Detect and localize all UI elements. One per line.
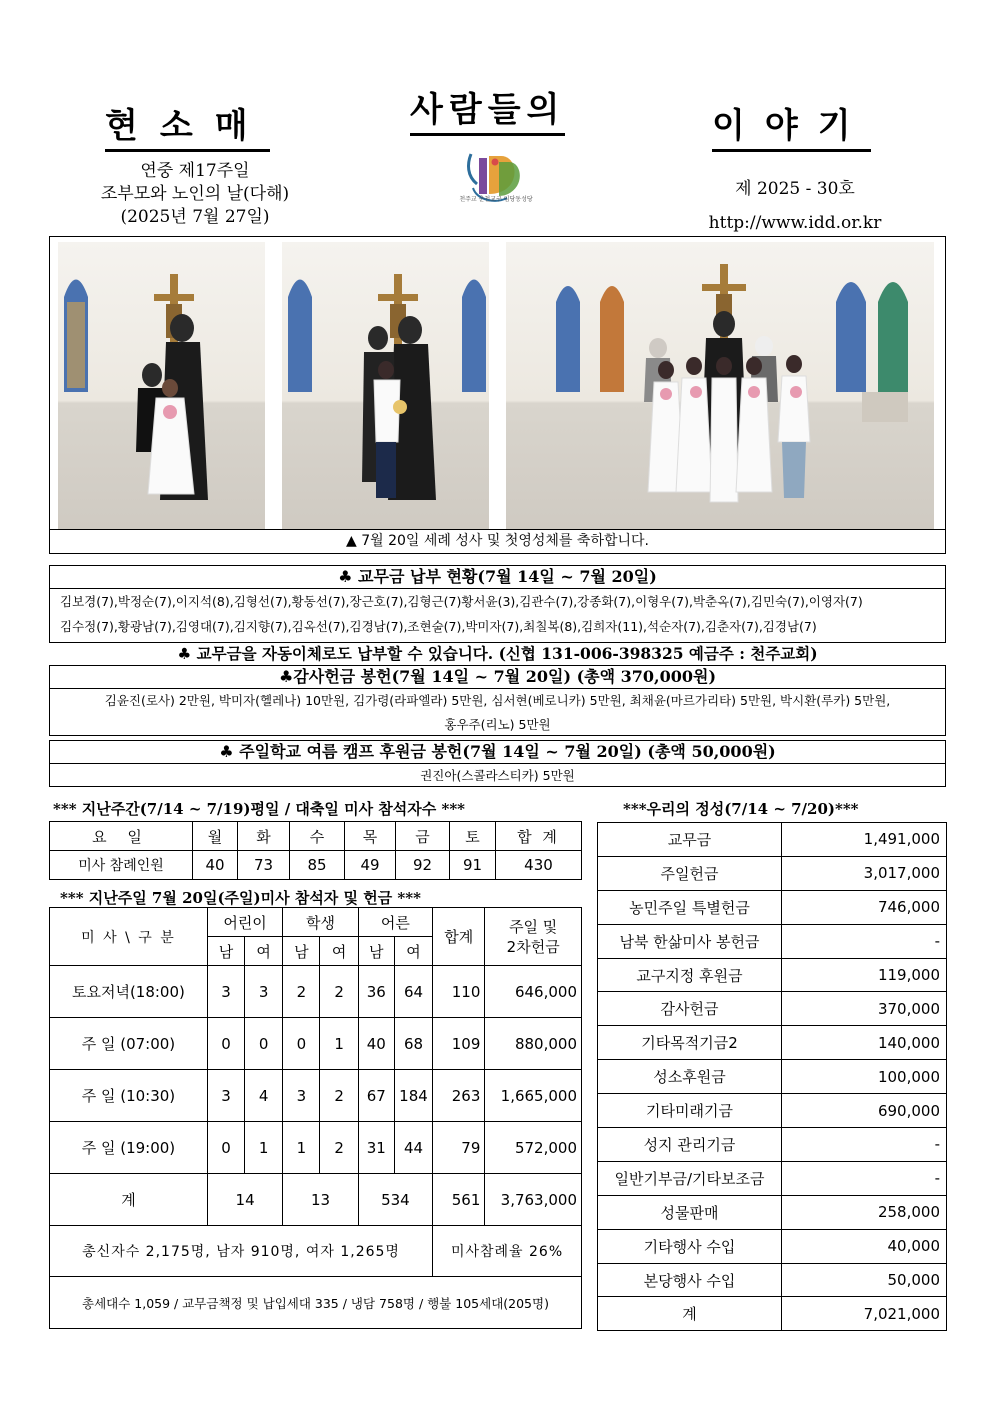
row-total: 109 — [433, 1018, 485, 1070]
weekday-header: 금 — [396, 822, 450, 851]
count-cell: 1 — [320, 1018, 358, 1070]
finance-value: 258,000 — [782, 1195, 947, 1229]
count-cell: 3 — [245, 966, 283, 1018]
weekday-header: 요 일 — [50, 822, 193, 851]
weekday-value: 40 — [193, 851, 238, 880]
finance-value: 100,000 — [782, 1060, 947, 1094]
finance-row — [598, 1161, 947, 1195]
finance-label: 기타미래기금 — [598, 1094, 782, 1128]
issue-info — [680, 172, 910, 240]
count-cell: 68 — [394, 1018, 432, 1070]
finance-table — [597, 822, 947, 1331]
finance-row — [598, 890, 947, 924]
finance-label: 기타행사 수입 — [598, 1229, 782, 1263]
weekday-value: 430 — [496, 851, 582, 880]
thanks-line-1: 김윤진(로사) 2만원, 박미자(헬레나) 10만원, 김가령(라파엘라) 5만원, 심서현(베로니카) 5만원, 최채윤(마르가리타) 5만원, 박시환(루카) 5만원, — [104, 693, 891, 708]
offering-header-line-1: 주일 및 — [509, 917, 558, 936]
sum-offering: 3,763,000 — [485, 1174, 582, 1226]
photo-family-2 — [282, 242, 489, 530]
finance-label: 성지 관리기금 — [598, 1128, 782, 1162]
camp-box — [49, 740, 946, 787]
camp-title: ♣ 주일학교 여름 캠프 후원금 봉헌(7월 14일 ~ 7월 20일) (총액 50,000원) — [50, 741, 945, 764]
finance-label: 주일헌금 — [598, 856, 782, 890]
group-adults: 어른 — [358, 908, 432, 937]
group-students: 학생 — [283, 908, 358, 937]
website-link[interactable]: http://www.idd.or.kr — [708, 213, 882, 233]
weekday-header: 화 — [238, 822, 290, 851]
mass-name: 토요저녁(18:00) — [50, 966, 208, 1018]
believers-count: 총신자수 2,175명, 남자 910명, 여자 1,265명 — [50, 1226, 433, 1277]
count-cell: 4 — [245, 1070, 283, 1122]
photo-section — [49, 236, 946, 554]
finance-row — [598, 1195, 947, 1229]
finance-row — [598, 958, 947, 992]
finance-value: 50,000 — [782, 1263, 947, 1297]
sum-children: 14 — [207, 1174, 282, 1226]
pledge-box — [49, 565, 946, 643]
mass-name: 주 일 (07:00) — [50, 1018, 208, 1070]
table-row — [50, 1070, 582, 1122]
weekday-header: 목 — [345, 822, 396, 851]
sex-header: 여 — [394, 937, 432, 966]
finance-value: - — [782, 1161, 947, 1195]
title-left: 현소매 — [105, 98, 270, 152]
liturgy-week: 연중 제17주일 — [140, 161, 250, 181]
finance-value: 7,021,000 — [782, 1297, 947, 1331]
finance-row — [598, 1128, 947, 1162]
pledge-line-1: 김보경(7),박정순(7),이지석(8),김형선(7),황동선(7),장근호(7),김형근(7)황서윤(3),김관수(7),강종화(7),이형우(7),박춘옥(7),김민숙(7),이영자(7) — [60, 594, 863, 609]
pledge-title: ♣ 교무금 납부 현황(7월 14일 ~ 7월 20일) — [50, 566, 945, 589]
count-cell: 67 — [358, 1070, 394, 1122]
title-right: 이야기 — [712, 98, 871, 152]
photo-caption: ▲ 7월 20일 세례 성사 및 첫영성체를 축하합니다. — [50, 529, 945, 553]
thanks-line-2: 홍우주(리노) 5만원 — [444, 717, 551, 732]
table-row — [50, 1018, 582, 1070]
count-cell: 31 — [358, 1122, 394, 1174]
finance-row — [598, 1026, 947, 1060]
count-cell: 3 — [207, 1070, 244, 1122]
count-cell: 2 — [283, 966, 320, 1018]
finance-value: - — [782, 924, 947, 958]
total-header: 합계 — [433, 908, 485, 966]
row-total: 79 — [433, 1122, 485, 1174]
row-offering: 880,000 — [485, 1018, 582, 1070]
weekday-header: 토 — [450, 822, 496, 851]
row-offering: 646,000 — [485, 966, 582, 1018]
offering-header — [485, 908, 582, 966]
logo-caption: 천주교 춘천교구 임당동성당 — [459, 196, 533, 203]
group-children: 어린이 — [207, 908, 282, 937]
sex-header: 남 — [283, 937, 320, 966]
weekday-row-label: 미사 참례인원 — [50, 851, 193, 880]
title-center: 사람들의 — [410, 82, 565, 136]
finance-row — [598, 924, 947, 958]
finance-value: 140,000 — [782, 1026, 947, 1060]
finance-label: 일반기부금/기타보조금 — [598, 1161, 782, 1195]
count-cell: 40 — [358, 1018, 394, 1070]
count-cell: 0 — [207, 1018, 244, 1070]
camp-line-1: 권진아(스콜라스티카) 5만원 — [420, 768, 575, 783]
finance-label: 교구지정 후원금 — [598, 958, 782, 992]
finance-value: 119,000 — [782, 958, 947, 992]
weekday-header: 월 — [193, 822, 238, 851]
finance-value: 370,000 — [782, 992, 947, 1026]
sum-label: 계 — [50, 1174, 208, 1226]
row-total: 110 — [433, 966, 485, 1018]
table-row — [50, 966, 582, 1018]
count-cell: 1 — [283, 1122, 320, 1174]
finance-value: 40,000 — [782, 1229, 947, 1263]
finance-label: 기타목적기금2 — [598, 1026, 782, 1060]
finance-row — [598, 1060, 947, 1094]
pledge-line-2: 김수정(7),황광남(7),김영대(7),김지향(7),김옥선(7),김경남(7),조현술(7),박미자(7),최칠복(8),김희자(11),석순자(7),김춘자(7),김경남(7) — [60, 619, 817, 634]
weekday-value: 85 — [290, 851, 345, 880]
finance-label: 교무금 — [598, 823, 782, 857]
count-cell: 44 — [394, 1122, 432, 1174]
finance-row — [598, 1094, 947, 1128]
finance-label: 남북 한삶미사 봉헌금 — [598, 924, 782, 958]
photo-group — [506, 242, 934, 530]
finance-value: 746,000 — [782, 890, 947, 924]
sum-students: 13 — [283, 1174, 358, 1226]
issue-date: (2025년 7월 27일) — [120, 207, 270, 227]
weekday-header: 합 계 — [496, 822, 582, 851]
sum-total: 561 — [433, 1174, 485, 1226]
finance-row — [598, 1297, 947, 1331]
finance-value: 3,017,000 — [782, 856, 947, 890]
count-cell: 3 — [283, 1070, 320, 1122]
parish-logo — [455, 148, 537, 208]
row-total: 263 — [433, 1070, 485, 1122]
autopay-notice: ♣ 교무금을 자동이체로도 납부할 수 있습니다. (신협 131-006-398325 예금주 : 천주교회) — [177, 644, 818, 663]
count-cell: 0 — [207, 1122, 244, 1174]
count-cell: 184 — [394, 1070, 432, 1122]
finance-row — [598, 992, 947, 1026]
sunday-corner: 미 사 \ 구 분 — [50, 908, 208, 966]
sunday-title: *** 지난주일 7월 20일(주일)미사 참석자 및 헌금 *** — [60, 889, 421, 907]
sum-adults: 534 — [358, 1174, 432, 1226]
finance-row — [598, 1229, 947, 1263]
finance-row — [598, 823, 947, 857]
finance-value: 690,000 — [782, 1094, 947, 1128]
sex-header: 여 — [245, 937, 283, 966]
count-cell: 1 — [245, 1122, 283, 1174]
weekday-value: 49 — [345, 851, 396, 880]
finance-label: 농민주일 특별헌금 — [598, 890, 782, 924]
weekday-header: 수 — [290, 822, 345, 851]
attendance-rate: 미사참례율 26% — [433, 1226, 582, 1277]
count-cell: 0 — [245, 1018, 283, 1070]
sum-row — [50, 1174, 582, 1226]
issue-number: 제 2025 - 30호 — [735, 179, 855, 199]
row-offering: 1,665,000 — [485, 1070, 582, 1122]
household-summary: 총세대수 1,059 / 교무금책정 및 납입세대 335 / 냉담 758명 / 행불 105세대(205명) — [50, 1277, 582, 1329]
thanks-box — [49, 665, 946, 736]
finance-row — [598, 856, 947, 890]
finance-row — [598, 1263, 947, 1297]
photo-family-1 — [58, 242, 265, 530]
weekday-value: 92 — [396, 851, 450, 880]
weekday-title: *** 지난주간(7/14 ~ 7/19)평일 / 대축일 미사 참석자수 *** — [53, 800, 466, 818]
count-cell: 36 — [358, 966, 394, 1018]
thanks-title: ♣감사헌금 봉헌(7월 14일 ~ 7월 20일) (총액 370,000원) — [50, 666, 945, 689]
finance-value: - — [782, 1128, 947, 1162]
sex-header: 남 — [358, 937, 394, 966]
weekday-value: 91 — [450, 851, 496, 880]
count-cell: 2 — [320, 1122, 358, 1174]
row-offering: 572,000 — [485, 1122, 582, 1174]
finance-label: 계 — [598, 1297, 782, 1331]
count-cell: 3 — [207, 966, 244, 1018]
count-cell: 64 — [394, 966, 432, 1018]
finance-value: 1,491,000 — [782, 823, 947, 857]
mass-name: 주 일 (19:00) — [50, 1122, 208, 1174]
sex-header: 남 — [207, 937, 244, 966]
finance-label: 본당행사 수입 — [598, 1263, 782, 1297]
sunday-table — [49, 907, 582, 1329]
finance-label: 감사헌금 — [598, 992, 782, 1026]
count-cell: 2 — [320, 966, 358, 1018]
sex-header: 여 — [320, 937, 358, 966]
offering-header-line-2: 2차헌금 — [506, 937, 560, 956]
weekday-table — [49, 821, 582, 880]
finance-label: 성소후원금 — [598, 1060, 782, 1094]
finance-title: ***우리의 정성(7/14 ~ 7/20)*** — [623, 800, 859, 818]
liturgy-info — [60, 160, 330, 229]
weekday-value: 73 — [238, 851, 290, 880]
count-cell: 0 — [283, 1018, 320, 1070]
occasion: 조부모와 노인의 날(다해) — [100, 184, 290, 204]
table-row — [50, 1122, 582, 1174]
count-cell: 2 — [320, 1070, 358, 1122]
mass-name: 주 일 (10:30) — [50, 1070, 208, 1122]
finance-label: 성물판매 — [598, 1195, 782, 1229]
